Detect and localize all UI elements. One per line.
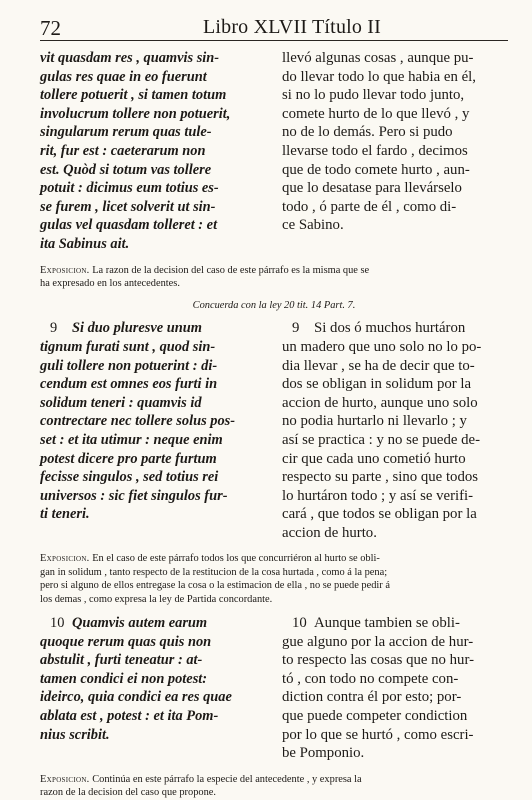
page-header — [40, 14, 508, 41]
latin-line: quoque rerum quas quis non — [40, 633, 212, 650]
latin-line: rit, fur est : caeterarum non — [40, 142, 206, 159]
page-number: 72 — [40, 16, 61, 40]
spanish-line: así se practica : y no se puede de- — [282, 431, 481, 448]
section-2-columns — [40, 319, 508, 542]
latin-line: tamen condici ei non potest: — [40, 670, 208, 687]
exposicion-line: ha expresado en los antecedentes. — [40, 277, 180, 289]
section-1-columns — [40, 49, 508, 254]
latin-line: potuit : dicimus eum totius es- — [40, 180, 219, 197]
spanish-line: ce Sabino. — [282, 217, 344, 234]
exposicion-line: los demas , como expresa la ley de Partida concordante. — [40, 593, 273, 605]
exposicion-3 — [40, 773, 508, 800]
spanish-line: comete hurto de lo que llevó , y — [282, 105, 470, 122]
latin-column-1 — [40, 49, 266, 254]
exposicion-label: Exposicion. — [40, 773, 90, 785]
spanish-line: cir que cada uno cometió hurto — [282, 450, 466, 467]
latin-column-2 — [40, 319, 266, 542]
latin-line: gulas res quae in eo fuerunt — [40, 68, 207, 85]
running-title: Libro XLVII Título II — [202, 16, 382, 38]
spanish-line: que puede competer condiction — [282, 708, 468, 725]
exposicion-label: Exposicion. — [40, 264, 90, 276]
paragraph-number: 10 — [50, 615, 65, 632]
latin-line: ti teneri. — [40, 506, 90, 523]
exposicion-line: pero si alguno de ellos entregase la cosa o la estimacion de ella , no se puede pedir á — [40, 580, 390, 592]
exposicion-1 — [40, 264, 508, 291]
latin-line: guli tollere non potuerint : di- — [40, 357, 218, 374]
latin-line: solidum teneri : quamvis id — [40, 394, 202, 411]
spanish-line: dia llevar , se ha de decir que to- — [282, 357, 475, 374]
latin-line: ideirco, quia condici ea res quae — [40, 689, 232, 706]
exposicion-line: razon de la decision del caso que propone. — [40, 787, 216, 799]
spanish-line: accion de hurto, aunque uno solo — [282, 394, 478, 411]
spanish-line: accion de hurto. — [282, 524, 377, 541]
latin-line: Si duo pluresve unum — [72, 320, 202, 337]
latin-line: ita Sabinus ait. — [40, 235, 130, 252]
spanish-column-2 — [282, 319, 508, 542]
latin-line: se furem , licet solverit ut sin- — [40, 198, 216, 215]
latin-line: cendum est omnes eos furti in — [40, 376, 218, 393]
spanish-line: cará , que todos se obligan por la — [282, 506, 477, 523]
spanish-line: Aunque tambien se obli- — [314, 615, 460, 632]
concordance-note: Concuerda con la ley 20 tit. 14 Part. 7. — [192, 300, 356, 312]
spanish-line: gue alguno por la accion de hur- — [282, 633, 474, 650]
spanish-line: no de lo demás. Pero si pudo — [282, 124, 453, 141]
spanish-line: to respecto las cosas que no hur- — [282, 652, 475, 669]
spanish-line: llevarse todo el fardo , decimos — [282, 142, 468, 159]
spanish-line: por lo que se hurtó , como escri- — [282, 726, 474, 743]
latin-column-3 — [40, 614, 266, 763]
spanish-line: be Pomponio. — [282, 745, 365, 762]
latin-line: singularum rerum quas tule- — [40, 124, 212, 141]
paragraph-number: 9 — [292, 320, 300, 337]
latin-line: potest dicere pro parte furtum — [40, 450, 217, 467]
spanish-line: si no lo pudo llevar todo junto, — [282, 87, 465, 104]
spanish-line: que de todo comete hurto , aun- — [282, 161, 470, 178]
section-3-columns — [40, 614, 508, 763]
spanish-line: un madero que uno solo no lo po- — [282, 338, 482, 355]
paragraph-number: 10 — [292, 615, 307, 632]
latin-line: nius scribit. — [40, 726, 110, 743]
latin-line: universos : sic fiet singulos fur- — [40, 487, 228, 504]
exposicion-line: La razon de la decision del caso de este párrafo es la misma que se — [89, 264, 370, 276]
spanish-column-3 — [282, 614, 508, 763]
latin-line: tignum furati sunt , quod sin- — [40, 338, 216, 355]
latin-line: Quamvis autem earum — [72, 615, 208, 632]
spanish-line: no podia hurtarlo ni llevarlo ; y — [282, 413, 467, 430]
exposicion-line: En el caso de este párrafo todos los que concurriéron al hurto se obli- — [89, 553, 380, 565]
spanish-line: respecto su parte , sino que todos — [282, 469, 479, 486]
exposicion-label: Exposicion. — [40, 553, 90, 565]
spanish-line: tó , con todo no compete con- — [282, 670, 459, 687]
spanish-line: llevó algunas cosas , aunque pu- — [282, 50, 474, 66]
spanish-line: Si dos ó muchos hurtáron — [314, 320, 466, 337]
latin-line: contrectare nec tollere solus pos- — [40, 413, 236, 430]
spanish-line: diction contra él por esto; por- — [282, 689, 462, 706]
exposicion-line: Continúa en este párrafo la especie del antecedente , y expresa la — [89, 773, 362, 785]
spanish-line: todo , ó parte de él , como di- — [282, 198, 457, 215]
latin-line: est. Quòd si totum vas tollere — [40, 161, 212, 178]
spanish-line: lo hurtáron todo ; y así se verifi- — [282, 487, 474, 504]
spanish-line: que lo desatase para llevárselo — [282, 180, 462, 197]
latin-line: vit quasdam res , quamvis sin- — [40, 50, 220, 66]
spanish-line: dos se obligan in solidum por la — [282, 376, 472, 393]
latin-line: abstulit , furti teneatur : at- — [40, 652, 203, 669]
latin-line: set : et ita utimur : neque enim — [40, 431, 223, 448]
latin-line: fecisse singulos , sed totius rei — [40, 469, 219, 486]
latin-line: tollere potuerit , si tamen totum — [40, 87, 227, 104]
spanish-line: do llevar todo lo que habia en él, — [282, 68, 476, 85]
paragraph-number: 9 — [50, 320, 58, 337]
exposicion-2 — [40, 552, 508, 606]
spanish-column-1 — [282, 49, 508, 254]
latin-line: gulas vel quasdam tolleret : et — [40, 217, 218, 234]
exposicion-line: gan in solidum , tanto respecto de la restitucion de la cosa hurtada , como á la pena; — [40, 566, 388, 578]
latin-line: involucrum tollere non potuerit, — [40, 105, 231, 122]
latin-line: ablata est , potest : et ita Pom- — [40, 708, 219, 725]
